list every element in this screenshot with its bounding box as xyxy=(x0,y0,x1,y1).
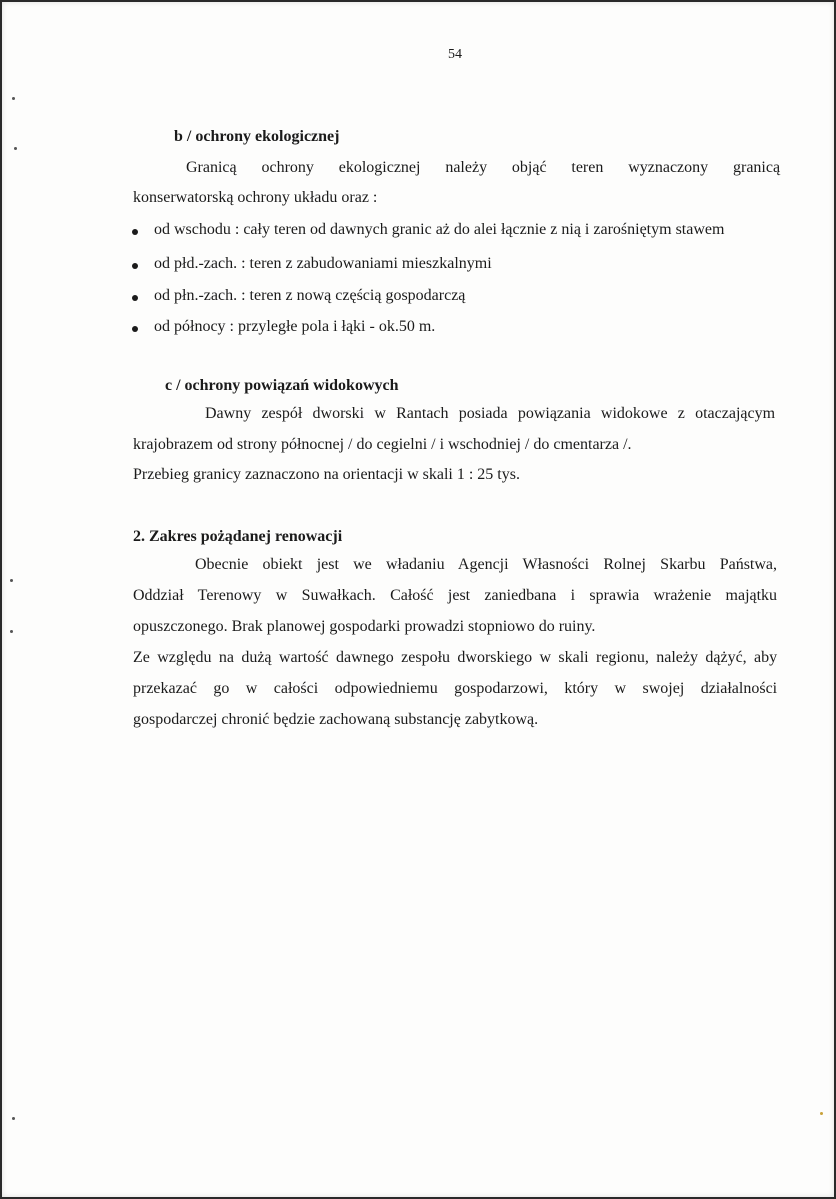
word: całości xyxy=(273,680,319,697)
word: Skarbu xyxy=(660,556,706,573)
word: przekazać xyxy=(133,680,197,697)
word: Terenowy xyxy=(197,587,262,604)
page-number: 54 xyxy=(448,47,462,62)
scan-speck xyxy=(12,97,15,100)
word: otaczającym xyxy=(695,405,776,422)
word: go xyxy=(213,680,230,697)
word: objąć xyxy=(511,159,547,176)
word: Całość xyxy=(390,587,434,604)
word: dworskiego xyxy=(457,649,533,666)
word: należy xyxy=(445,159,488,176)
word: w xyxy=(275,587,288,604)
bullet-marker xyxy=(132,229,138,235)
scan-speck xyxy=(12,1117,15,1120)
word: i xyxy=(570,587,576,604)
word: zespół xyxy=(261,405,303,422)
word: skali xyxy=(558,649,589,666)
word: ekologicznej xyxy=(338,159,421,176)
bullet-marker xyxy=(132,326,138,332)
bullet-item: od płd.-zach. : teren z zabudowaniami mieszkalnymi xyxy=(154,255,492,272)
word: gospodarzowi, xyxy=(454,680,548,697)
word: dworski xyxy=(312,405,365,422)
word: powiązania xyxy=(517,405,591,422)
section-c-line-2: krajobrazem od strony północnej / do cegielni / i wschodniej / do cmentarza /. xyxy=(133,436,632,453)
section-2-line-2 xyxy=(133,587,777,605)
word: jest xyxy=(447,587,471,604)
section-c-line-1 xyxy=(205,405,775,423)
word: majątku xyxy=(725,587,778,604)
scan-speck xyxy=(10,579,13,582)
bullet-item: od płn.-zach. : teren z nową częścią gospodarczą xyxy=(154,287,466,304)
word: Granicą xyxy=(186,159,237,176)
word: jest xyxy=(316,556,339,573)
word: wrażenie xyxy=(653,587,712,604)
scan-speck xyxy=(820,1112,823,1115)
word: względu xyxy=(157,649,212,666)
word: Własności xyxy=(522,556,590,573)
word: zespołu xyxy=(401,649,451,666)
section-2-line-1 xyxy=(195,556,777,574)
word: Państwa, xyxy=(719,556,778,573)
word: teren xyxy=(571,159,604,176)
section-2-line-6: gospodarczej chronić będzie zachowaną substancję zabytkową. xyxy=(133,711,539,728)
word: należy xyxy=(656,649,698,666)
section-b-paragraph-line-2: konserwatorską ochrony układu oraz : xyxy=(133,189,378,206)
word: na xyxy=(218,649,234,666)
word: z xyxy=(677,405,685,422)
word: ochrony xyxy=(261,159,314,176)
bullet-marker xyxy=(132,263,138,269)
word: obiekt xyxy=(262,556,303,573)
word: wartość xyxy=(278,649,329,666)
section-2-line-4 xyxy=(133,649,777,667)
word: Obecnie xyxy=(195,556,249,573)
section-2-heading: 2. Zakres pożądanej renowacji xyxy=(133,528,343,545)
section-c-heading: c / ochrony powiązań widokowych xyxy=(165,377,399,394)
word: sprawia xyxy=(589,587,640,604)
word: swojej xyxy=(642,680,685,697)
word: wyznaczony xyxy=(628,159,709,176)
word: dawnego xyxy=(336,649,394,666)
section-2-line-3: opuszczonego. Brak planowej gospodarki prowadzi stopniowo do ruiny. xyxy=(133,618,596,635)
bullet-item: od wschodu : cały teren od dawnych granic aż do alei łącznie z nią i zarośniętym stawem xyxy=(154,221,725,238)
section-c-line-3: Przebieg granicy zaznaczono na orientacji w skali 1 : 25 tys. xyxy=(133,466,520,483)
word: Rolnej xyxy=(603,556,646,573)
word: władaniu xyxy=(385,556,445,573)
word: działalności xyxy=(700,680,778,697)
word: posiada xyxy=(458,405,508,422)
word: zaniedbana xyxy=(484,587,557,604)
word: we xyxy=(353,556,372,573)
word: dużą xyxy=(241,649,272,666)
word: widokowe xyxy=(600,405,668,422)
word: który xyxy=(564,680,599,697)
word: Agencji xyxy=(457,556,509,573)
scan-speck xyxy=(14,147,17,150)
word: granicą xyxy=(732,159,781,176)
word: w xyxy=(245,680,258,697)
word: Rantach xyxy=(396,405,449,422)
bullet-item: od północy : przyległe pola i łąki - ok.50 m. xyxy=(154,318,436,335)
bullet-marker xyxy=(132,295,138,301)
section-2-line-5 xyxy=(133,680,777,698)
section-b-heading: b / ochrony ekologicznej xyxy=(174,128,340,145)
word: aby xyxy=(754,649,778,666)
word: w xyxy=(374,405,386,422)
section-b-paragraph-line-1 xyxy=(186,159,780,177)
scan-speck xyxy=(10,630,13,633)
word: Suwałkach. xyxy=(301,587,376,604)
word: regionu, xyxy=(595,649,649,666)
word: dążyć, xyxy=(705,649,747,666)
word: Dawny xyxy=(205,405,252,422)
word: w xyxy=(539,649,552,666)
word: odpowiedniemu xyxy=(334,680,438,697)
word: Ze xyxy=(133,649,150,666)
word: w xyxy=(614,680,627,697)
word: Oddział xyxy=(133,587,184,604)
